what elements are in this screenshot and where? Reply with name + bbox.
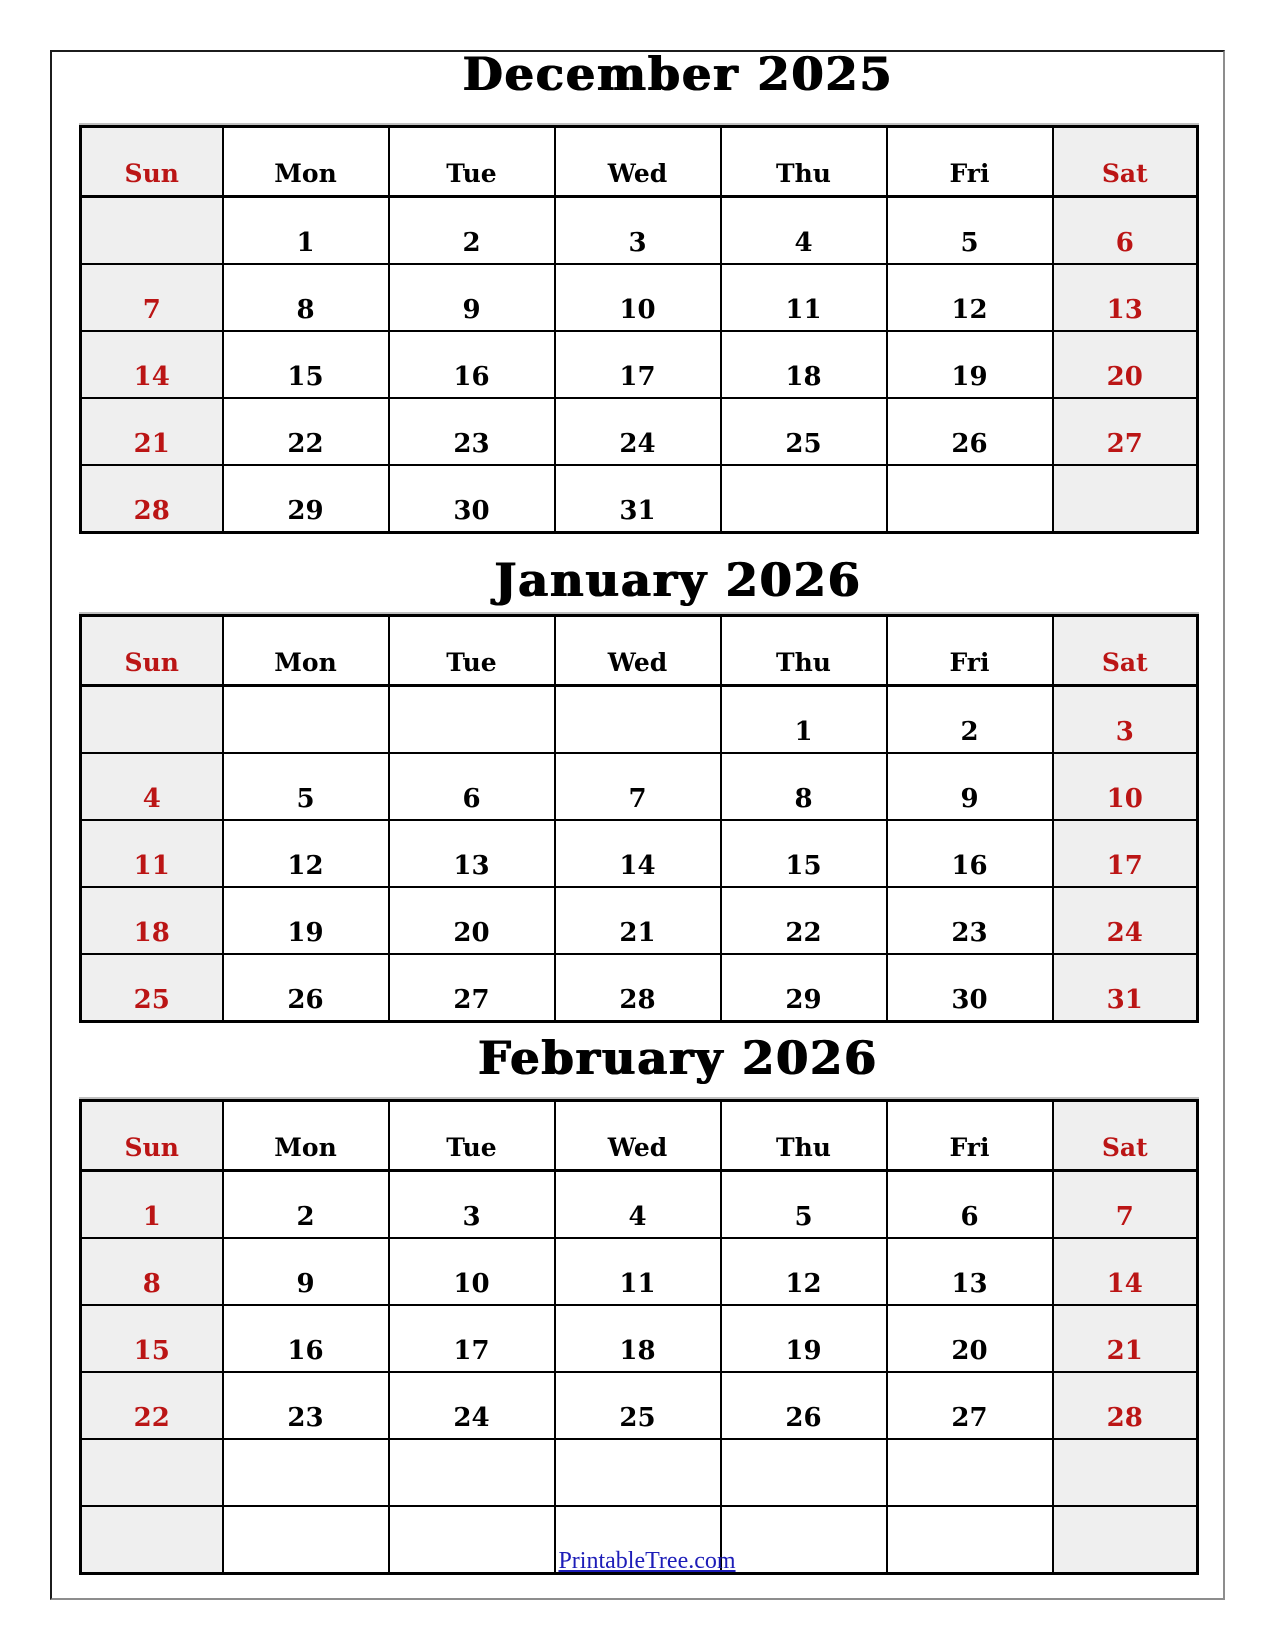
day-cell: 25 bbox=[721, 398, 887, 465]
day-cell: 26 bbox=[887, 398, 1053, 465]
day-cell: 21 bbox=[555, 887, 721, 954]
day-cell: 4 bbox=[81, 753, 223, 820]
day-cell: 29 bbox=[223, 465, 389, 533]
weekday-header-fri: Fri bbox=[887, 616, 1053, 686]
weekday-header-sun: Sun bbox=[81, 616, 223, 686]
week-row bbox=[81, 264, 1198, 331]
week-row bbox=[81, 887, 1198, 954]
day-cell: 29 bbox=[721, 954, 887, 1022]
day-cell: 8 bbox=[721, 753, 887, 820]
day-cell: 30 bbox=[389, 465, 555, 533]
day-cell: 12 bbox=[223, 820, 389, 887]
day-cell: 14 bbox=[1053, 1238, 1198, 1305]
month-title-december-2025: December 2025 bbox=[462, 47, 894, 101]
weekday-header-row bbox=[81, 616, 1198, 686]
day-cell: 6 bbox=[389, 753, 555, 820]
weekday-header-tue: Tue bbox=[389, 127, 555, 197]
day-cell: 20 bbox=[1053, 331, 1198, 398]
day-cell: 17 bbox=[1053, 820, 1198, 887]
weekday-header-fri: Fri bbox=[887, 127, 1053, 197]
empty-day-cell bbox=[1053, 465, 1198, 533]
day-cell: 23 bbox=[389, 398, 555, 465]
day-cell: 2 bbox=[887, 686, 1053, 754]
day-cell: 18 bbox=[721, 331, 887, 398]
day-cell: 9 bbox=[223, 1238, 389, 1305]
day-cell: 20 bbox=[389, 887, 555, 954]
day-cell: 4 bbox=[555, 1171, 721, 1239]
day-cell: 1 bbox=[721, 686, 887, 754]
weekday-header-thu: Thu bbox=[721, 616, 887, 686]
day-cell: 10 bbox=[389, 1238, 555, 1305]
day-cell: 7 bbox=[1053, 1171, 1198, 1239]
day-cell: 13 bbox=[887, 1238, 1053, 1305]
empty-day-cell bbox=[81, 197, 223, 265]
day-cell: 28 bbox=[1053, 1372, 1198, 1439]
weekday-header-sun: Sun bbox=[81, 1101, 223, 1171]
month-title-january-2026: January 2026 bbox=[494, 553, 862, 607]
day-cell: 10 bbox=[555, 264, 721, 331]
empty-day-cell bbox=[721, 1439, 887, 1506]
day-cell: 22 bbox=[81, 1372, 223, 1439]
day-cell: 13 bbox=[389, 820, 555, 887]
day-cell: 31 bbox=[1053, 954, 1198, 1022]
empty-day-cell bbox=[223, 686, 389, 754]
weekday-header-tue: Tue bbox=[389, 1101, 555, 1171]
day-cell: 26 bbox=[721, 1372, 887, 1439]
day-cell: 21 bbox=[81, 398, 223, 465]
day-cell: 2 bbox=[389, 197, 555, 265]
week-row bbox=[81, 197, 1198, 265]
day-cell: 2 bbox=[223, 1171, 389, 1239]
day-cell: 22 bbox=[721, 887, 887, 954]
day-cell: 12 bbox=[721, 1238, 887, 1305]
empty-day-cell bbox=[223, 1439, 389, 1506]
month-title-february-2026: February 2026 bbox=[477, 1031, 879, 1085]
week-row bbox=[81, 1305, 1198, 1372]
week-row bbox=[81, 1439, 1198, 1506]
week-row bbox=[81, 331, 1198, 398]
day-cell: 13 bbox=[1053, 264, 1198, 331]
day-cell: 15 bbox=[223, 331, 389, 398]
day-cell: 18 bbox=[555, 1305, 721, 1372]
day-cell: 3 bbox=[1053, 686, 1198, 754]
weekday-header-fri: Fri bbox=[887, 1101, 1053, 1171]
day-cell: 15 bbox=[721, 820, 887, 887]
day-cell: 7 bbox=[555, 753, 721, 820]
day-cell: 22 bbox=[223, 398, 389, 465]
empty-day-cell bbox=[389, 686, 555, 754]
footer bbox=[88, 1548, 1206, 1575]
day-cell: 25 bbox=[81, 954, 223, 1022]
day-cell: 7 bbox=[81, 264, 223, 331]
week-row bbox=[81, 753, 1198, 820]
day-cell: 11 bbox=[555, 1238, 721, 1305]
weekday-header-tue: Tue bbox=[389, 616, 555, 686]
weekday-header-mon: Mon bbox=[223, 1101, 389, 1171]
day-cell: 12 bbox=[887, 264, 1053, 331]
weekday-header-sat: Sat bbox=[1053, 127, 1198, 197]
day-cell: 28 bbox=[555, 954, 721, 1022]
day-cell: 21 bbox=[1053, 1305, 1198, 1372]
empty-day-cell bbox=[81, 686, 223, 754]
day-cell: 5 bbox=[223, 753, 389, 820]
day-cell: 8 bbox=[223, 264, 389, 331]
day-cell: 19 bbox=[887, 331, 1053, 398]
empty-day-cell bbox=[81, 1439, 223, 1506]
day-cell: 27 bbox=[887, 1372, 1053, 1439]
calendar-table-january-2026 bbox=[79, 614, 1199, 1023]
day-cell: 31 bbox=[555, 465, 721, 533]
day-cell: 17 bbox=[389, 1305, 555, 1372]
day-cell: 23 bbox=[887, 887, 1053, 954]
day-cell: 14 bbox=[81, 331, 223, 398]
day-cell: 5 bbox=[887, 197, 1053, 265]
empty-day-cell bbox=[389, 1439, 555, 1506]
calendar-table-february-2026 bbox=[79, 1099, 1199, 1575]
day-cell: 14 bbox=[555, 820, 721, 887]
weekday-header-mon: Mon bbox=[223, 127, 389, 197]
day-cell: 9 bbox=[389, 264, 555, 331]
weekday-header-thu: Thu bbox=[721, 127, 887, 197]
day-cell: 9 bbox=[887, 753, 1053, 820]
day-cell: 3 bbox=[555, 197, 721, 265]
week-row bbox=[81, 1372, 1198, 1439]
empty-day-cell bbox=[887, 465, 1053, 533]
day-cell: 1 bbox=[223, 197, 389, 265]
day-cell: 30 bbox=[887, 954, 1053, 1022]
day-cell: 23 bbox=[223, 1372, 389, 1439]
day-cell: 6 bbox=[1053, 197, 1198, 265]
weekday-header-wed: Wed bbox=[555, 127, 721, 197]
day-cell: 16 bbox=[887, 820, 1053, 887]
printabletree-link[interactable]: PrintableTree.com bbox=[558, 1548, 736, 1574]
week-row bbox=[81, 686, 1198, 754]
day-cell: 25 bbox=[555, 1372, 721, 1439]
day-cell: 3 bbox=[389, 1171, 555, 1239]
day-cell: 19 bbox=[721, 1305, 887, 1372]
day-cell: 11 bbox=[81, 820, 223, 887]
empty-day-cell bbox=[721, 465, 887, 533]
week-row bbox=[81, 1171, 1198, 1239]
day-cell: 17 bbox=[555, 331, 721, 398]
day-cell: 5 bbox=[721, 1171, 887, 1239]
day-cell: 27 bbox=[389, 954, 555, 1022]
week-row bbox=[81, 820, 1198, 887]
empty-day-cell bbox=[555, 686, 721, 754]
day-cell: 28 bbox=[81, 465, 223, 533]
day-cell: 16 bbox=[389, 331, 555, 398]
week-row bbox=[81, 398, 1198, 465]
weekday-header-wed: Wed bbox=[555, 616, 721, 686]
weekday-header-thu: Thu bbox=[721, 1101, 887, 1171]
week-row bbox=[81, 1238, 1198, 1305]
day-cell: 27 bbox=[1053, 398, 1198, 465]
day-cell: 24 bbox=[389, 1372, 555, 1439]
day-cell: 11 bbox=[721, 264, 887, 331]
day-cell: 4 bbox=[721, 197, 887, 265]
day-cell: 20 bbox=[887, 1305, 1053, 1372]
day-cell: 24 bbox=[1053, 887, 1198, 954]
day-cell: 26 bbox=[223, 954, 389, 1022]
day-cell: 19 bbox=[223, 887, 389, 954]
weekday-header-wed: Wed bbox=[555, 1101, 721, 1171]
empty-day-cell bbox=[555, 1439, 721, 1506]
day-cell: 18 bbox=[81, 887, 223, 954]
week-row bbox=[81, 954, 1198, 1022]
weekday-header-sun: Sun bbox=[81, 127, 223, 197]
day-cell: 10 bbox=[1053, 753, 1198, 820]
weekday-header-sat: Sat bbox=[1053, 616, 1198, 686]
day-cell: 15 bbox=[81, 1305, 223, 1372]
calendar-table-december-2025 bbox=[79, 125, 1199, 534]
day-cell: 6 bbox=[887, 1171, 1053, 1239]
week-row bbox=[81, 465, 1198, 533]
empty-day-cell bbox=[887, 1439, 1053, 1506]
weekday-header-mon: Mon bbox=[223, 616, 389, 686]
day-cell: 1 bbox=[81, 1171, 223, 1239]
weekday-header-row bbox=[81, 1101, 1198, 1171]
day-cell: 16 bbox=[223, 1305, 389, 1372]
day-cell: 24 bbox=[555, 398, 721, 465]
weekday-header-sat: Sat bbox=[1053, 1101, 1198, 1171]
day-cell: 8 bbox=[81, 1238, 223, 1305]
weekday-header-row bbox=[81, 127, 1198, 197]
empty-day-cell bbox=[1053, 1439, 1198, 1506]
